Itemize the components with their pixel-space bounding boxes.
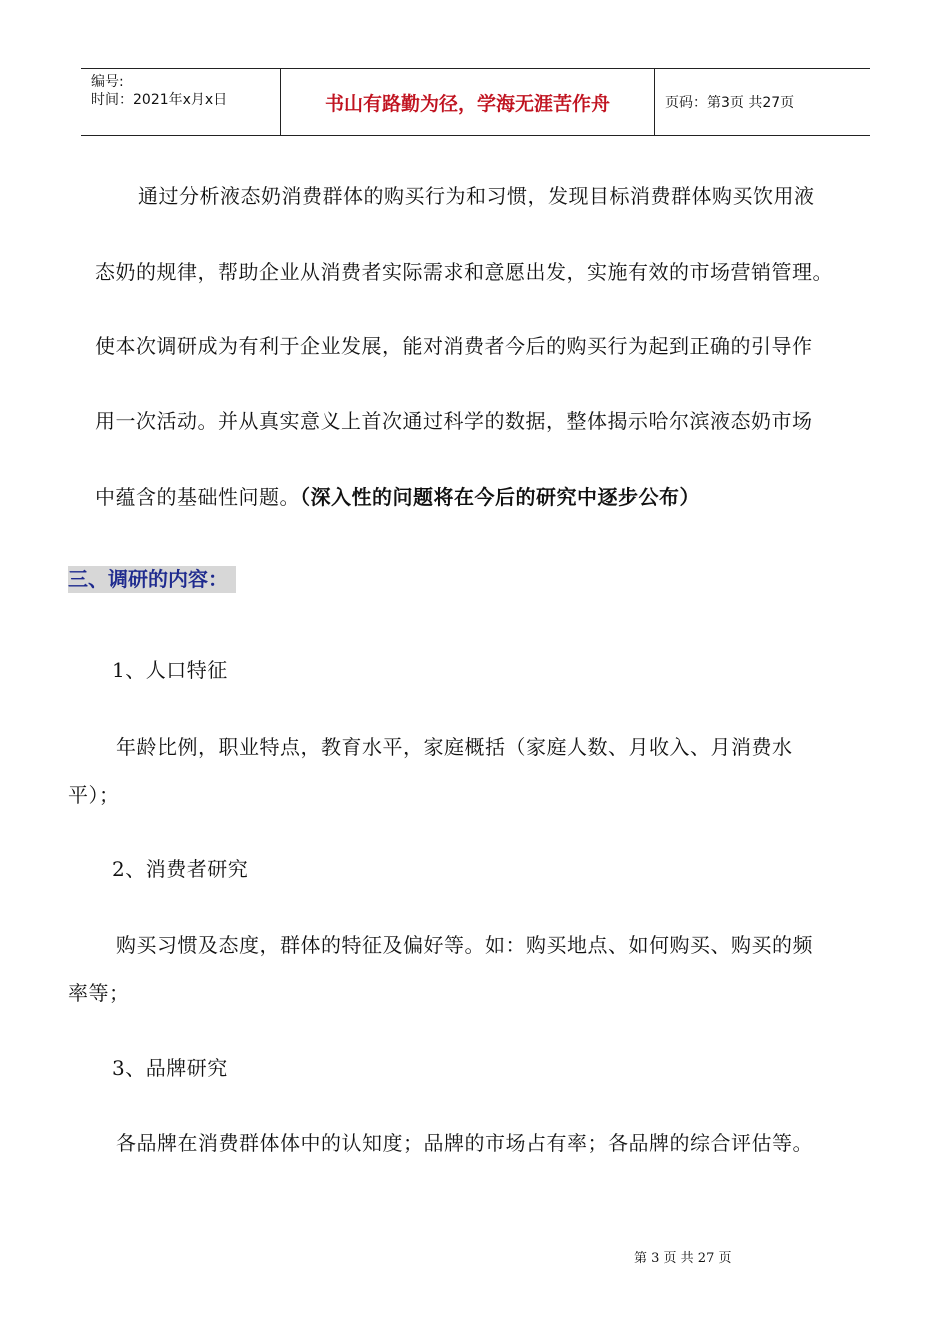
intro-line-1: 通过分析液态奶消费群体的购买行为和习惯，发现目标消费群体购买饮用液 xyxy=(138,184,815,208)
section-title: 三、调研的内容： xyxy=(68,566,236,593)
intro-line-3: 使本次调研成为有利于企业发展，能对消费者今后的购买行为起到正确的引导作 xyxy=(95,334,813,358)
intro-line-5 xyxy=(95,481,700,510)
intro-line-4: 用一次活动。并从真实意义上首次通过科学的数据，整体揭示哈尔滨液态奶市场 xyxy=(95,409,813,433)
header-motto: 书山有路勤为径，学海无涯苦作舟 xyxy=(281,69,655,135)
item-2-desc-line-1: 购买习惯及态度，群体的特征及偏好等。如：购买地点、如何购买、购买的频 xyxy=(116,933,813,957)
item-2-title: 2、消费者研究 xyxy=(112,857,249,881)
intro-line-5-bold: （深入性的问题将在今后的研究中逐步公布） xyxy=(300,485,700,509)
header-meta xyxy=(81,69,281,135)
intro-line-5-text: 中蕴含的基础性问题。 xyxy=(95,485,300,509)
page-footer: 第 3 页 共 27 页 xyxy=(634,1251,732,1266)
number-label: 编号: xyxy=(91,74,124,90)
time-label: 时间：2021年x月x日 xyxy=(91,92,228,108)
header-page-info: 页码：第3页 共27页 xyxy=(665,95,795,111)
page-header xyxy=(81,68,870,136)
item-3-desc-line-1: 各品牌在消费群体体中的认知度；品牌的市场占有率；各品牌的综合评估等。 xyxy=(116,1131,813,1155)
item-1-desc-line-1: 年龄比例，职业特点，教育水平，家庭概括（家庭人数、月收入、月消费水 xyxy=(116,735,793,759)
item-1-title: 1、人口特征 xyxy=(112,658,228,682)
item-3-title: 3、品牌研究 xyxy=(112,1056,228,1080)
intro-line-2: 态奶的规律，帮助企业从消费者实际需求和意愿出发，实施有效的市场营销管理。 xyxy=(95,260,833,284)
item-2-desc-line-2: 率等； xyxy=(68,981,130,1005)
item-1-desc-line-2: 平）； xyxy=(68,783,120,807)
